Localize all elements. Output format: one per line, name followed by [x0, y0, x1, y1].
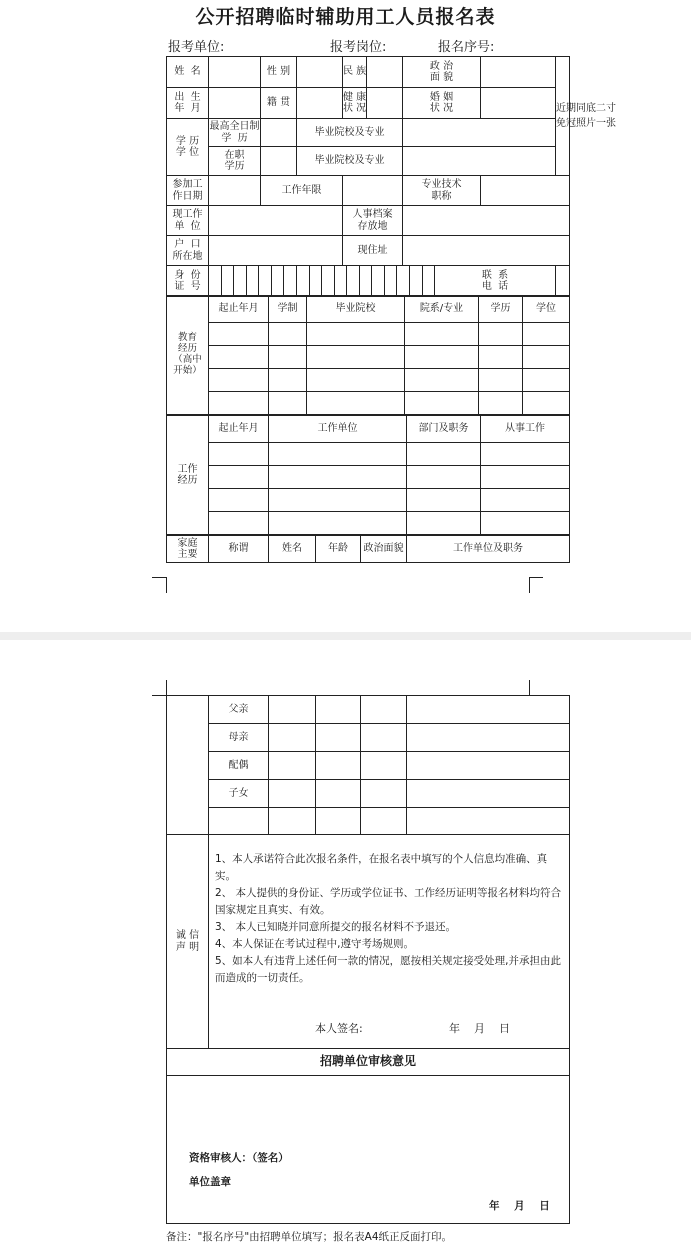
- edu-header-major: 院系/专业: [405, 296, 479, 323]
- edu-header-system: 学制: [269, 296, 307, 323]
- crop-mark: [529, 680, 530, 695]
- photo-box[interactable]: 近期同底二寸 免冠照片一张: [556, 57, 570, 176]
- edu-cell[interactable]: [307, 369, 405, 392]
- work-cell[interactable]: [481, 512, 570, 535]
- edu-cell[interactable]: [405, 369, 479, 392]
- family-cell[interactable]: [407, 752, 570, 780]
- family-members-table: [166, 695, 570, 835]
- edu-header-period: 起止年月: [209, 296, 269, 323]
- edu-cell[interactable]: [479, 323, 523, 346]
- family-cell[interactable]: [269, 780, 316, 808]
- edu-header-school: 毕业院校: [307, 296, 405, 323]
- work-history-label: 工作 经历: [167, 416, 209, 535]
- native-value[interactable]: [297, 88, 343, 119]
- onjob-school-value[interactable]: [403, 147, 556, 176]
- family-cell[interactable]: [361, 808, 407, 835]
- edu-header-diploma: 学位: [523, 296, 570, 323]
- edu-cell[interactable]: [269, 369, 307, 392]
- review-area[interactable]: [167, 1076, 570, 1224]
- crop-mark: [166, 577, 167, 593]
- integrity-item-4: 4、本人保证在考试过程中,遵守考场规则。: [215, 938, 415, 950]
- pro-title-label: 专业技术 职称: [403, 176, 481, 206]
- family-cell[interactable]: [316, 780, 361, 808]
- edu-cell[interactable]: [523, 392, 570, 415]
- edu-cell[interactable]: [405, 323, 479, 346]
- family-header-unit: 工作单位及职务: [407, 536, 570, 563]
- political-label: 政 治 面 貌: [403, 57, 481, 88]
- family-member-spouse: 配偶: [209, 752, 269, 780]
- crop-mark: [529, 577, 530, 593]
- form-title: 公开招聘临时辅助用工人员报名表: [195, 6, 496, 28]
- edu-cell[interactable]: [523, 369, 570, 392]
- ethnic-value[interactable]: [367, 57, 403, 88]
- work-start-label: 参加工 作日期: [167, 176, 209, 206]
- crop-mark: [152, 695, 166, 696]
- onjob-edu-value[interactable]: [261, 147, 297, 176]
- seal-label: 单位盖章: [189, 1176, 231, 1188]
- edu-cell[interactable]: [405, 392, 479, 415]
- family-cell[interactable]: [361, 724, 407, 752]
- family-member-children: 子女: [209, 780, 269, 808]
- family-member-father: 父亲: [209, 696, 269, 724]
- family-cell[interactable]: [316, 752, 361, 780]
- integrity-statement: [209, 835, 570, 1049]
- fulltime-edu-label: 最高全日制 学 历: [209, 119, 261, 147]
- integrity-item-1: 1、本人承诺符合此次报名条件，在报名表中填写的个人信息均准确、真实。: [215, 853, 548, 882]
- reviewer-label: 资格审核人：（签名）: [189, 1152, 289, 1164]
- id-number-boxes[interactable]: [209, 266, 435, 297]
- signature-label[interactable]: 本人签名:: [315, 1022, 363, 1035]
- edu-cell[interactable]: [307, 392, 405, 415]
- footnote: 备注："报名序号"由招聘单位填写；报名表A4纸正反面打印。: [166, 1231, 453, 1243]
- crop-mark: [529, 577, 543, 578]
- family-cell[interactable]: [269, 696, 316, 724]
- hukou-value[interactable]: [209, 236, 343, 266]
- work-cell[interactable]: [269, 489, 407, 512]
- id-label: 身 份 证 号: [167, 266, 209, 297]
- work-cell[interactable]: [209, 466, 269, 489]
- marital-label: 婚 姻 状 况: [403, 88, 481, 119]
- fulltime-school-label: 毕业院校及专业: [297, 119, 403, 147]
- family-member-mother: 母亲: [209, 724, 269, 752]
- application-form-page1: [166, 56, 616, 297]
- gender-label: 性 别: [261, 57, 297, 88]
- work-cell[interactable]: [481, 466, 570, 489]
- statement-review-table: [166, 834, 570, 1224]
- work-cell[interactable]: [209, 443, 269, 466]
- integrity-item-3: 3、 本人已知晓并同意所提交的报名材料不予退还。: [215, 921, 457, 933]
- work-cell[interactable]: [407, 489, 481, 512]
- edu-cell[interactable]: [209, 369, 269, 392]
- family-label: 家庭 主要: [167, 536, 209, 563]
- family-cell[interactable]: [316, 696, 361, 724]
- family-header-political: 政治面貌: [361, 536, 407, 563]
- family-member-extra[interactable]: [209, 808, 269, 835]
- edu-cell[interactable]: [479, 392, 523, 415]
- edu-cell[interactable]: [209, 392, 269, 415]
- work-header-job: 从事工作: [481, 416, 570, 443]
- work-cell[interactable]: [481, 489, 570, 512]
- education-label: 学 历 学 位: [167, 119, 209, 176]
- current-unit-label: 现工作 单 位: [167, 206, 209, 236]
- edu-header-degree: 学历: [479, 296, 523, 323]
- archive-label: 人事档案 存放地: [343, 206, 403, 236]
- family-header-name: 姓名: [269, 536, 316, 563]
- family-cell[interactable]: [269, 752, 316, 780]
- edu-cell[interactable]: [307, 323, 405, 346]
- work-cell[interactable]: [407, 466, 481, 489]
- edu-cell[interactable]: [209, 346, 269, 369]
- edu-cell[interactable]: [479, 346, 523, 369]
- education-history-table: [166, 295, 570, 415]
- family-cell[interactable]: [407, 780, 570, 808]
- work-years-label: 工作年限: [261, 176, 343, 206]
- edu-cell[interactable]: [209, 323, 269, 346]
- crop-mark: [166, 680, 167, 695]
- family-header-relation: 称谓: [209, 536, 269, 563]
- apply-post-label: 报考岗位:: [330, 40, 387, 55]
- onjob-school-label: 毕业院校及专业: [297, 147, 403, 176]
- phone-value[interactable]: [556, 266, 570, 297]
- family-cell[interactable]: [316, 808, 361, 835]
- apply-unit-label: 报考单位:: [168, 40, 225, 55]
- work-cell[interactable]: [269, 466, 407, 489]
- family-cell[interactable]: [269, 808, 316, 835]
- ethnic-label: 民 族: [343, 57, 367, 88]
- edu-cell[interactable]: [405, 346, 479, 369]
- fulltime-edu-value[interactable]: [261, 119, 297, 147]
- birth-label: 出 生 年 月: [167, 88, 209, 119]
- family-header-age: 年龄: [316, 536, 361, 563]
- serial-number-label: 报名序号:: [438, 40, 495, 55]
- fulltime-school-value[interactable]: [403, 119, 556, 147]
- family-cell[interactable]: [316, 724, 361, 752]
- family-cell[interactable]: [361, 696, 407, 724]
- work-cell[interactable]: [269, 512, 407, 535]
- edu-cell[interactable]: [523, 346, 570, 369]
- work-cell[interactable]: [407, 443, 481, 466]
- edu-cell[interactable]: [307, 346, 405, 369]
- work-cell[interactable]: [209, 489, 269, 512]
- work-history-table: [166, 415, 570, 535]
- onjob-edu-label: 在职 学历: [209, 147, 261, 176]
- health-value[interactable]: [367, 88, 403, 119]
- marital-value[interactable]: [481, 88, 556, 119]
- integrity-label: 诚 信 声 明: [167, 835, 209, 1049]
- family-cell[interactable]: [407, 696, 570, 724]
- edu-history-label: 教育 经历 （高中 开始）: [167, 296, 209, 415]
- native-label: 籍 贯: [261, 88, 297, 119]
- name-label: 姓 名: [167, 57, 209, 88]
- work-header-dept: 部门及职务: [407, 416, 481, 443]
- crop-mark: [152, 577, 166, 578]
- edu-cell[interactable]: [269, 346, 307, 369]
- review-date: 年 月 日: [489, 1200, 550, 1212]
- address-label: 现住址: [343, 236, 403, 266]
- edu-cell[interactable]: [269, 392, 307, 415]
- review-title: 招聘单位审核意见: [167, 1049, 570, 1076]
- family-cell[interactable]: [361, 780, 407, 808]
- work-cell[interactable]: [481, 443, 570, 466]
- current-unit-value[interactable]: [209, 206, 343, 236]
- page-separator: [0, 632, 691, 640]
- work-header-unit: 工作单位: [269, 416, 407, 443]
- work-start-value[interactable]: [209, 176, 261, 206]
- archive-value[interactable]: [403, 206, 570, 236]
- work-cell[interactable]: [269, 443, 407, 466]
- hukou-label: 户 口 所在地: [167, 236, 209, 266]
- family-cell[interactable]: [407, 808, 570, 835]
- health-label: 健 康 状 况: [343, 88, 367, 119]
- address-value[interactable]: [403, 236, 570, 266]
- integrity-item-2: 2、 本人提供的身份证、学历或学位证书、工作经历证明等报名材料均符合国家规定且真实、有效。: [215, 887, 562, 916]
- integrity-item-5: 5、如本人有违背上述任何一款的情况，愿按相关规定接受处理,并承担由此而造成的一切责任。: [215, 955, 562, 984]
- political-value[interactable]: [481, 57, 556, 88]
- work-cell[interactable]: [209, 512, 269, 535]
- edu-cell[interactable]: [479, 369, 523, 392]
- gender-value[interactable]: [297, 57, 343, 88]
- edu-cell[interactable]: [269, 323, 307, 346]
- family-cell[interactable]: [407, 724, 570, 752]
- work-years-value[interactable]: [343, 176, 403, 206]
- work-cell[interactable]: [407, 512, 481, 535]
- edu-cell[interactable]: [523, 323, 570, 346]
- birth-value[interactable]: [209, 88, 261, 119]
- pro-title-value[interactable]: [481, 176, 570, 206]
- phone-label: 联 系 电 话: [435, 266, 556, 297]
- family-cell[interactable]: [269, 724, 316, 752]
- family-header-table: [166, 535, 570, 563]
- signature-date: 年 月 日: [449, 1022, 510, 1035]
- family-label-cont: [167, 696, 209, 835]
- work-header-period: 起止年月: [209, 416, 269, 443]
- family-cell[interactable]: [361, 752, 407, 780]
- name-value[interactable]: [209, 57, 261, 88]
